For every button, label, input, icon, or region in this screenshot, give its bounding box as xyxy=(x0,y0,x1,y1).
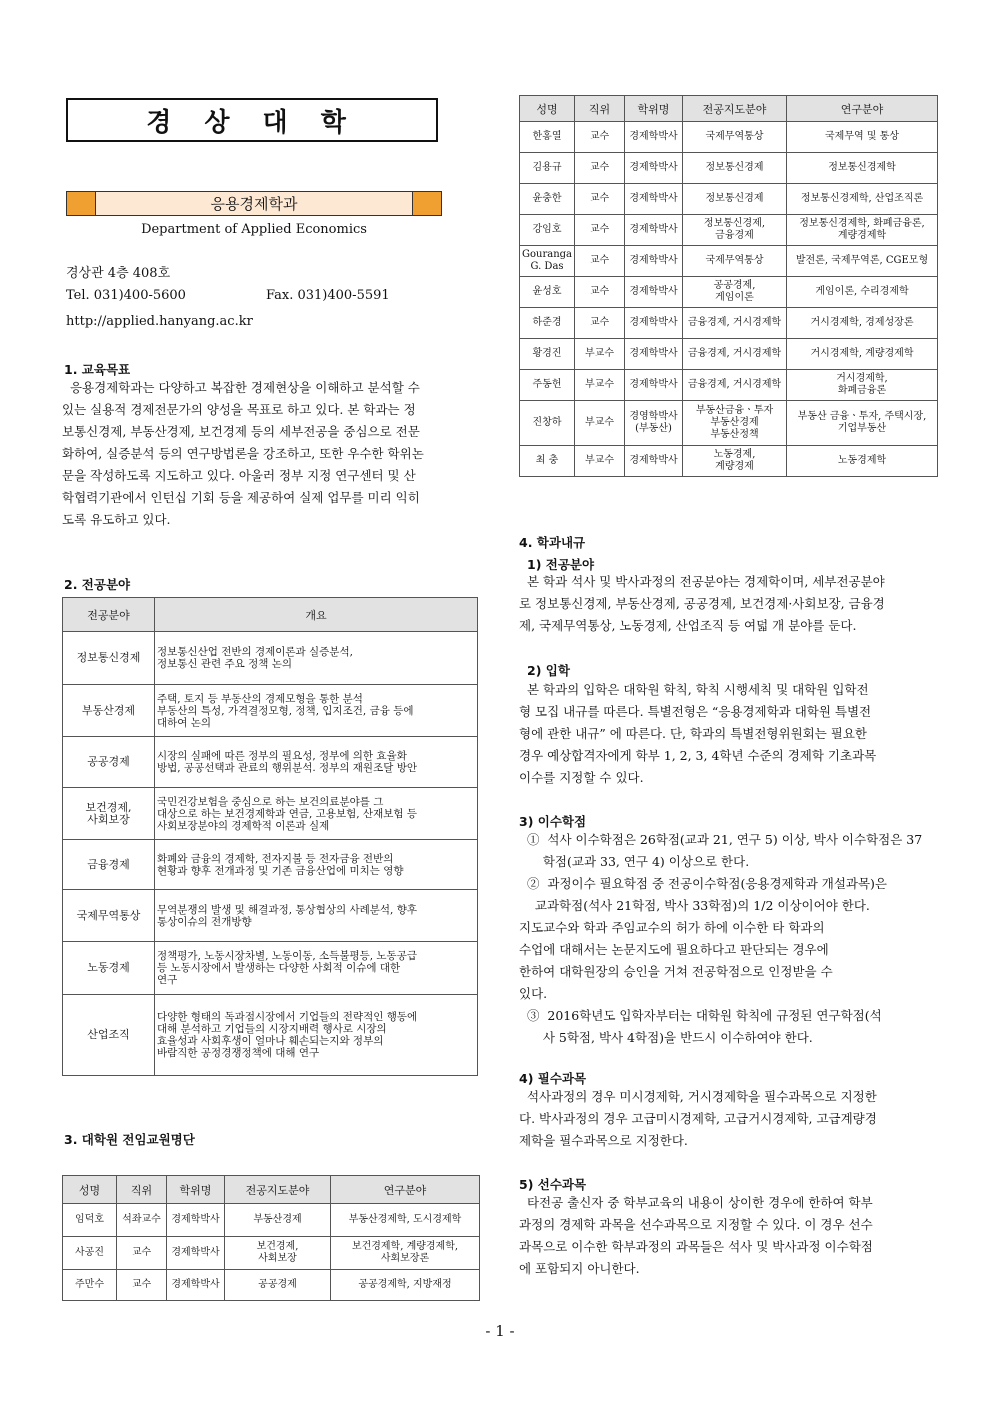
field-description-line: 통상이슈의 전개방향 xyxy=(157,915,252,928)
faculty-name xyxy=(63,1204,117,1237)
faculty-major-line: 금융경제, 거시경제학 xyxy=(687,348,782,359)
faculty-research xyxy=(331,1204,480,1237)
faculty-major-line: 정보통신경제, xyxy=(703,218,766,229)
field-description xyxy=(155,995,478,1076)
section2-title: 2. 전공분야 xyxy=(64,577,131,592)
faculty-research xyxy=(787,370,938,401)
faculty-research xyxy=(787,153,938,184)
college-title: 경 상 대 학 xyxy=(66,98,438,142)
faculty-degree-line: 경제학박사 xyxy=(629,317,678,328)
text-line: 과목으로 이수한 학부과정의 과목들은 석사 및 박사과정 이수학점 xyxy=(519,1239,873,1254)
faculty-position: 부교수 xyxy=(575,339,625,370)
faculty-position: 교수 xyxy=(117,1237,167,1270)
field-description-line: 무역분쟁의 발생 및 해결과정, 통상협상의 사례분석, 향후 xyxy=(157,903,417,916)
faculty-major-line: 게임이론 xyxy=(715,292,754,303)
department-name-en: Department of Applied Economics xyxy=(141,222,367,237)
faculty-research xyxy=(787,215,938,246)
faculty-position: 석좌교수 xyxy=(117,1204,167,1237)
faculty-research xyxy=(787,401,938,446)
faculty-major-line: 공공경제 xyxy=(258,1279,297,1290)
field-description-line: 현황과 향후 전개과정 및 기존 금융산업에 미치는 영향 xyxy=(157,864,404,877)
telephone: Tel. 031)400-5600 xyxy=(66,288,186,303)
table-header-field: 전공분야 xyxy=(63,598,155,632)
faculty-name-line: 한홍열 xyxy=(532,131,562,142)
rule4-text xyxy=(519,1086,938,1152)
text-line: 형 모집 내규를 따른다. 특별전형은 “응용경제학과 대학원 특별전 xyxy=(519,704,872,719)
faculty-research xyxy=(787,184,938,215)
text-line: 보통신경제, 부동산경제, 보건경제 등의 세부전공을 중심으로 전문 xyxy=(62,424,420,439)
field-description-line: 정책평가, 노동시장차별, 노동이동, 소득불평등, 노동공급 xyxy=(157,950,417,962)
faculty-major-line: 노동경제, xyxy=(713,449,756,460)
text-line: 제, 국제무역통상, 노동경제, 산업조직 등 여덟 개 분야를 둔다. xyxy=(519,618,857,633)
faculty-major xyxy=(225,1270,331,1301)
department-bar xyxy=(66,191,442,216)
faculty-name xyxy=(520,277,575,308)
faculty-major xyxy=(683,339,787,370)
rule2-text xyxy=(519,679,938,789)
rule3-title: 3) 이수학점 xyxy=(519,814,587,829)
faculty-research xyxy=(787,446,938,477)
faculty-major-line: 부동산금융ㆍ투자 xyxy=(695,405,774,416)
text-line: 있는 실용적 경제전문가의 양성을 목표로 하고 있다. 본 학과는 정 xyxy=(62,402,416,417)
table-row xyxy=(63,685,478,737)
faculty-table-part2 xyxy=(519,95,938,477)
faculty-degree-line: 경제학박사 xyxy=(629,224,678,235)
faculty-degree xyxy=(167,1204,225,1237)
table-row xyxy=(63,737,478,788)
faculty-degree-line: 경영학박사 xyxy=(629,411,678,422)
faculty-name-line: 김용규 xyxy=(532,162,562,173)
faculty-row xyxy=(63,1204,480,1237)
table-row xyxy=(63,995,478,1076)
faculty-research-line: 계량경제학 xyxy=(837,230,887,241)
faculty-major-line: 국제무역통상 xyxy=(705,131,764,142)
faculty-row xyxy=(520,401,938,446)
faculty-research-line: 노동경제학 xyxy=(837,455,887,466)
field-description-line: 시장의 실패에 따른 정부의 필요성, 정부에 의한 효율화 xyxy=(157,750,407,762)
faculty-research-line: 정보통신경제학 xyxy=(828,162,896,173)
header-research: 연구분야 xyxy=(787,96,938,122)
faculty-position: 부교수 xyxy=(575,401,625,446)
faculty-research xyxy=(787,246,938,277)
text-line: 이수를 지정할 수 있다. xyxy=(519,770,644,785)
faculty-major xyxy=(683,308,787,339)
table-row xyxy=(63,788,478,840)
field-description-line: 주택, 토지 등 부동산의 경제모형을 통한 분석 xyxy=(157,692,363,705)
faculty-name xyxy=(520,339,575,370)
text-line: 로 정보통신경제, 부동산경제, 공공경제, 보건경제·사회보장, 금융경 xyxy=(519,596,885,611)
faculty-name xyxy=(520,370,575,401)
text-line: 수업에 대해서는 논문지도에 필요하다고 판단되는 경우에 xyxy=(519,942,829,957)
header-degree: 학위명 xyxy=(625,96,683,122)
section4-title: 4. 학과내규 xyxy=(519,535,586,550)
field-name: 정보통신경제 xyxy=(63,632,155,685)
field-name: 노동경제 xyxy=(63,942,155,995)
faculty-degree xyxy=(625,401,683,446)
faculty-row xyxy=(63,1237,480,1270)
faculty-name xyxy=(520,184,575,215)
faculty-name-line: 임덕호 xyxy=(75,1214,104,1225)
field-name-line: 보건경제, xyxy=(85,800,132,814)
faculty-research xyxy=(787,308,938,339)
faculty-row xyxy=(520,215,938,246)
faculty-major-line: 정보통신경제 xyxy=(705,162,764,173)
faculty-name-line: 황경진 xyxy=(532,348,562,359)
field-name xyxy=(63,788,155,840)
faculty-major xyxy=(683,401,787,446)
faculty-research xyxy=(787,277,938,308)
faculty-row xyxy=(520,277,938,308)
text-line: 응용경제학과는 다양하고 복잡한 경제현상을 이해하고 분석할 수 xyxy=(62,380,420,395)
faculty-name-line: G. Das xyxy=(530,261,564,272)
table-row xyxy=(63,890,478,942)
field-description xyxy=(155,890,478,942)
faculty-major xyxy=(683,215,787,246)
text-line: 학점(교과 33, 연구 4) 이상으로 한다. xyxy=(519,854,750,869)
faculty-row xyxy=(520,339,938,370)
faculty-degree xyxy=(625,370,683,401)
faculty-name-line: 사공진 xyxy=(75,1247,104,1258)
faculty-degree-line: 경제학박사 xyxy=(629,455,678,466)
faculty-major xyxy=(683,122,787,153)
address: 경상관 4층 408호 xyxy=(66,266,171,281)
field-description-line: 정보통신 관련 주요 정책 논의 xyxy=(157,658,293,670)
faculty-degree xyxy=(625,446,683,477)
text-line: 타전공 출신자 중 학부교육의 내용이 상이한 경우에 한하여 학부 xyxy=(519,1195,873,1210)
faculty-major-line: 사회보장 xyxy=(258,1253,297,1264)
website-link[interactable]: http://applied.hanyang.ac.kr xyxy=(66,314,253,329)
faculty-research-line: 보건경제학, 계량경제학, xyxy=(351,1241,459,1252)
faculty-major xyxy=(683,370,787,401)
faculty-research-line: 정보통신경제학, 화폐금융론, xyxy=(799,218,925,229)
faculty-table-part1 xyxy=(62,1175,480,1301)
text-line: 화하여, 실증분석 등의 연구방법론을 강조하고, 또한 우수한 학위논 xyxy=(62,446,424,461)
faculty-name-line: 주동헌 xyxy=(532,379,562,390)
field-description-line: 바람직한 공정경쟁정책에 대해 연구 xyxy=(157,1047,320,1059)
text-line: 문을 작성하도록 지도하고 있다. 아울러 정부 지정 연구센터 및 산 xyxy=(62,468,416,483)
faculty-row xyxy=(520,370,938,401)
faculty-major-line: 금융경제, 거시경제학 xyxy=(687,317,782,328)
faculty-name-line: 윤성호 xyxy=(532,286,562,297)
faculty-research xyxy=(331,1237,480,1270)
faculty-research-line: 정보통신경제학, 산업조직론 xyxy=(800,193,924,204)
faculty-major-line: 부동산정책 xyxy=(710,429,759,440)
major-fields-table xyxy=(62,597,478,1076)
faculty-degree-line: 경제학박사 xyxy=(629,131,678,142)
text-line: 학협력기관에서 인턴십 기회 등을 제공하여 실제 업무를 미리 익히 xyxy=(62,490,420,505)
field-description xyxy=(155,685,478,737)
text-line: 에 포함되지 아니한다. xyxy=(519,1261,640,1276)
text-line: 교과학점(석사 21학점, 박사 33학점)의 1/2 이상이어야 한다. xyxy=(519,898,870,913)
field-name: 공공경제 xyxy=(63,737,155,788)
field-description-line: 화폐와 금융의 경제학, 전자지불 등 전자금융 전반의 xyxy=(157,852,394,865)
field-name: 산업조직 xyxy=(63,995,155,1076)
faculty-major-line: 정보통신경제 xyxy=(705,193,764,204)
faculty-degree-line: 경제학박사 xyxy=(629,348,678,359)
faculty-position: 교수 xyxy=(575,277,625,308)
faculty-degree-line: 경제학박사 xyxy=(629,193,678,204)
faculty-name xyxy=(520,308,575,339)
page-number: - 1 - xyxy=(485,1322,515,1340)
rule3-text xyxy=(519,829,938,1049)
faculty-name xyxy=(63,1270,117,1301)
faculty-degree xyxy=(625,153,683,184)
faculty-degree-line: 경제학박사 xyxy=(171,1247,220,1258)
faculty-major-line: 국제무역통상 xyxy=(705,255,764,266)
faculty-major xyxy=(225,1237,331,1270)
faculty-degree xyxy=(625,308,683,339)
faculty-name xyxy=(520,153,575,184)
faculty-degree xyxy=(625,215,683,246)
header-name: 성명 xyxy=(63,1176,117,1204)
faculty-name xyxy=(520,122,575,153)
faculty-degree xyxy=(625,277,683,308)
text-line: 경우 예상합격자에게 학부 1, 2, 3, 4학년 수준의 경제학 기초과목 xyxy=(519,748,877,763)
faculty-major-line: 금융경제, 거시경제학 xyxy=(687,379,782,390)
faculty-major-line: 공공경제, xyxy=(713,280,756,291)
rule5-text xyxy=(519,1192,938,1280)
faculty-degree xyxy=(167,1237,225,1270)
faculty-row xyxy=(520,153,938,184)
faculty-major xyxy=(683,246,787,277)
text-line: 사 5학점, 박사 4학점)을 반드시 이수하여야 한다. xyxy=(519,1030,813,1045)
faculty-row xyxy=(520,308,938,339)
faculty-degree-line: 경제학박사 xyxy=(629,255,678,266)
faculty-name xyxy=(63,1237,117,1270)
text-line: 도록 유도하고 있다. xyxy=(62,512,171,527)
faculty-name xyxy=(520,215,575,246)
faculty-major xyxy=(225,1204,331,1237)
faculty-research-line: 발전론, 국제무역론, CGE모형 xyxy=(795,255,929,266)
field-name-line: 사회보장 xyxy=(87,812,130,826)
faculty-degree xyxy=(625,184,683,215)
header-major: 전공지도분야 xyxy=(225,1176,331,1204)
faculty-name-line: Gouranga xyxy=(522,249,572,260)
faculty-row xyxy=(520,184,938,215)
rule1-text xyxy=(519,571,938,637)
faculty-research-line: 부동산경제학, 도시경제학 xyxy=(348,1214,462,1225)
field-name: 국제무역통상 xyxy=(63,890,155,942)
faculty-name xyxy=(520,401,575,446)
field-name: 금융경제 xyxy=(63,840,155,890)
text-line: 본 학과 석사 및 박사과정의 전공분야는 경제학이며, 세부전공분야 xyxy=(519,574,885,589)
section1-title: 1. 교육목표 xyxy=(64,362,131,377)
field-description xyxy=(155,632,478,685)
faculty-research-line: 화폐금융론 xyxy=(837,385,887,396)
field-description-line: 효율성과 사회후생이 얼마나 훼손되는지와 정부의 xyxy=(157,1035,384,1047)
text-line: 지도교수와 학과 주임교수의 허가 하에 이수한 타 학과의 xyxy=(519,920,825,935)
faculty-degree xyxy=(625,246,683,277)
faculty-position: 교수 xyxy=(117,1270,167,1301)
faculty-major xyxy=(683,153,787,184)
faculty-research-line: 기업부동산 xyxy=(837,423,887,434)
faculty-degree-line: 경제학박사 xyxy=(629,379,678,390)
table-row xyxy=(63,632,478,685)
text-line: 석사과정의 경우 미시경제학, 거시경제학을 필수과목으로 지정한 xyxy=(519,1089,877,1104)
fax: Fax. 031)400-5591 xyxy=(266,288,390,303)
faculty-degree-line: 경제학박사 xyxy=(629,162,678,173)
faculty-name-line: 진창하 xyxy=(532,417,562,428)
faculty-row xyxy=(63,1270,480,1301)
faculty-research-line: 공공경제학, 지방재정 xyxy=(358,1279,452,1290)
field-description-line: 정보통신산업 전반의 경제이론과 실증분석, xyxy=(157,646,353,658)
faculty-major xyxy=(683,277,787,308)
dept-bar-left-accent xyxy=(67,192,95,215)
text-line: ① 석사 이수학점은 26학점(교과 21, 연구 5) 이상, 박사 이수학점은 37 xyxy=(519,832,923,847)
rule4-title: 4) 필수과목 xyxy=(519,1071,587,1086)
text-line: ② 과정이수 필요학점 중 전공이수학점(응용경제학과 개설과목)은 xyxy=(519,876,887,891)
faculty-degree xyxy=(167,1270,225,1301)
header-position: 직위 xyxy=(117,1176,167,1204)
faculty-research xyxy=(787,339,938,370)
faculty-name-line: 윤충한 xyxy=(532,193,562,204)
table-header-summary: 개요 xyxy=(155,598,478,632)
header-degree: 학위명 xyxy=(167,1176,225,1204)
faculty-position: 부교수 xyxy=(575,446,625,477)
faculty-degree xyxy=(625,339,683,370)
faculty-degree-line: (부동산) xyxy=(635,423,672,434)
text-line: 제학을 필수과목으로 지정한다. xyxy=(519,1133,688,1148)
field-description xyxy=(155,737,478,788)
field-description xyxy=(155,942,478,995)
faculty-name xyxy=(520,246,575,277)
field-description xyxy=(155,840,478,890)
text-line: 한하여 대학원장의 승인을 거쳐 전공학점으로 인정받을 수 xyxy=(519,964,833,979)
faculty-position: 교수 xyxy=(575,215,625,246)
faculty-research-line: 국제무역 및 통상 xyxy=(825,131,899,142)
faculty-name-line: 강임호 xyxy=(532,224,562,235)
faculty-research xyxy=(787,122,938,153)
rule5-title: 5) 선수과목 xyxy=(519,1177,587,1192)
faculty-major-line: 보건경제, xyxy=(256,1241,299,1252)
faculty-major-line: 부동산경제 xyxy=(710,417,759,428)
faculty-name-line: 하준경 xyxy=(532,317,562,328)
faculty-research-line: 거시경제학, 경제성장론 xyxy=(810,317,914,328)
faculty-position: 교수 xyxy=(575,246,625,277)
faculty-position: 부교수 xyxy=(575,370,625,401)
faculty-row xyxy=(520,246,938,277)
field-description-line: 연구 xyxy=(157,974,178,986)
text-line: ③ 2016학년도 입학자부터는 대학원 학칙에 규정된 연구학점(석 xyxy=(519,1008,882,1023)
header-name: 성명 xyxy=(520,96,575,122)
faculty-research xyxy=(331,1270,480,1301)
field-description-line: 사회보장분야의 경제학적 이론과 실제 xyxy=(157,819,330,832)
faculty-research-line: 거시경제학, 계량경제학 xyxy=(810,348,914,359)
text-line: 형에 관한 내규” 에 따른다. 단, 학과의 특별전형위원회는 필요한 xyxy=(519,726,868,741)
field-description-line: 대상으로 하는 보건경제학과 연금, 고용보험, 산재보험 등 xyxy=(157,807,417,820)
field-description-line: 등 노동시장에서 발생하는 다양한 사회적 이슈에 대한 xyxy=(157,962,401,974)
header-major: 전공지도분야 xyxy=(683,96,787,122)
header-position: 직위 xyxy=(575,96,625,122)
faculty-position: 교수 xyxy=(575,153,625,184)
table-row xyxy=(63,942,478,995)
rule1-title: 1) 전공분야 xyxy=(527,557,595,572)
faculty-degree-line: 경제학박사 xyxy=(629,286,678,297)
field-description-line: 방법, 공공선택과 관료의 행위분석. 정부의 재원조달 방안 xyxy=(157,762,417,774)
faculty-degree-line: 경제학박사 xyxy=(171,1214,220,1225)
faculty-position: 교수 xyxy=(575,308,625,339)
faculty-major xyxy=(683,446,787,477)
text-line: 다. 박사과정의 경우 고급미시경제학, 고급거시경제학, 고급계량경 xyxy=(519,1111,877,1126)
field-description-line: 부동산의 특성, 가격결정모형, 정책, 입지조건, 금융 등에 xyxy=(157,704,414,717)
faculty-position: 교수 xyxy=(575,122,625,153)
faculty-degree xyxy=(625,122,683,153)
faculty-name-line: 최 충 xyxy=(535,455,559,466)
field-name: 부동산경제 xyxy=(63,685,155,737)
education-goal-text xyxy=(62,377,480,531)
faculty-major xyxy=(683,184,787,215)
faculty-name xyxy=(520,446,575,477)
faculty-research-line: 게임이론, 수리경제학 xyxy=(815,286,909,297)
faculty-major-line: 부동산경제 xyxy=(253,1214,302,1225)
faculty-name-line: 주만수 xyxy=(75,1279,104,1290)
field-description xyxy=(155,788,478,840)
table-row xyxy=(63,840,478,890)
text-line: 있다. xyxy=(519,986,548,1001)
field-description-line: 대하여 논의 xyxy=(157,716,212,729)
faculty-research-line: 사회보장론 xyxy=(380,1253,430,1264)
text-line: 본 학과의 입학은 대학원 학칙, 학칙 시행세칙 및 대학원 입학전 xyxy=(519,682,869,697)
faculty-major-line: 계량경제 xyxy=(715,461,754,472)
header-research: 연구분야 xyxy=(331,1176,480,1204)
field-description-line: 대해 분석하고 기업들의 시장지배력 행사로 시장의 xyxy=(157,1023,387,1035)
department-name: 응용경제학과 xyxy=(95,192,413,215)
rule2-title: 2) 입학 xyxy=(527,663,570,678)
faculty-row xyxy=(520,446,938,477)
field-description-line: 국민건강보험을 중심으로 하는 보건의료분야를 그 xyxy=(157,795,384,808)
dept-bar-right-accent xyxy=(413,192,441,215)
faculty-research-line: 거시경제학, xyxy=(836,373,888,384)
field-description-line: 다양한 형태의 독과점시장에서 기업들의 전략적인 행동에 xyxy=(157,1011,418,1023)
faculty-row xyxy=(520,122,938,153)
section3-title: 3. 대학원 전임교원명단 xyxy=(64,1132,195,1147)
text-line: 과정의 경제학 과목을 선수과목으로 지정할 수 있다. 이 경우 선수 xyxy=(519,1217,873,1232)
faculty-major-line: 금융경제 xyxy=(715,230,754,241)
faculty-research-line: 부동산 금융ㆍ투자, 주택시장, xyxy=(797,411,927,422)
faculty-position: 교수 xyxy=(575,184,625,215)
faculty-degree-line: 경제학박사 xyxy=(171,1279,220,1290)
